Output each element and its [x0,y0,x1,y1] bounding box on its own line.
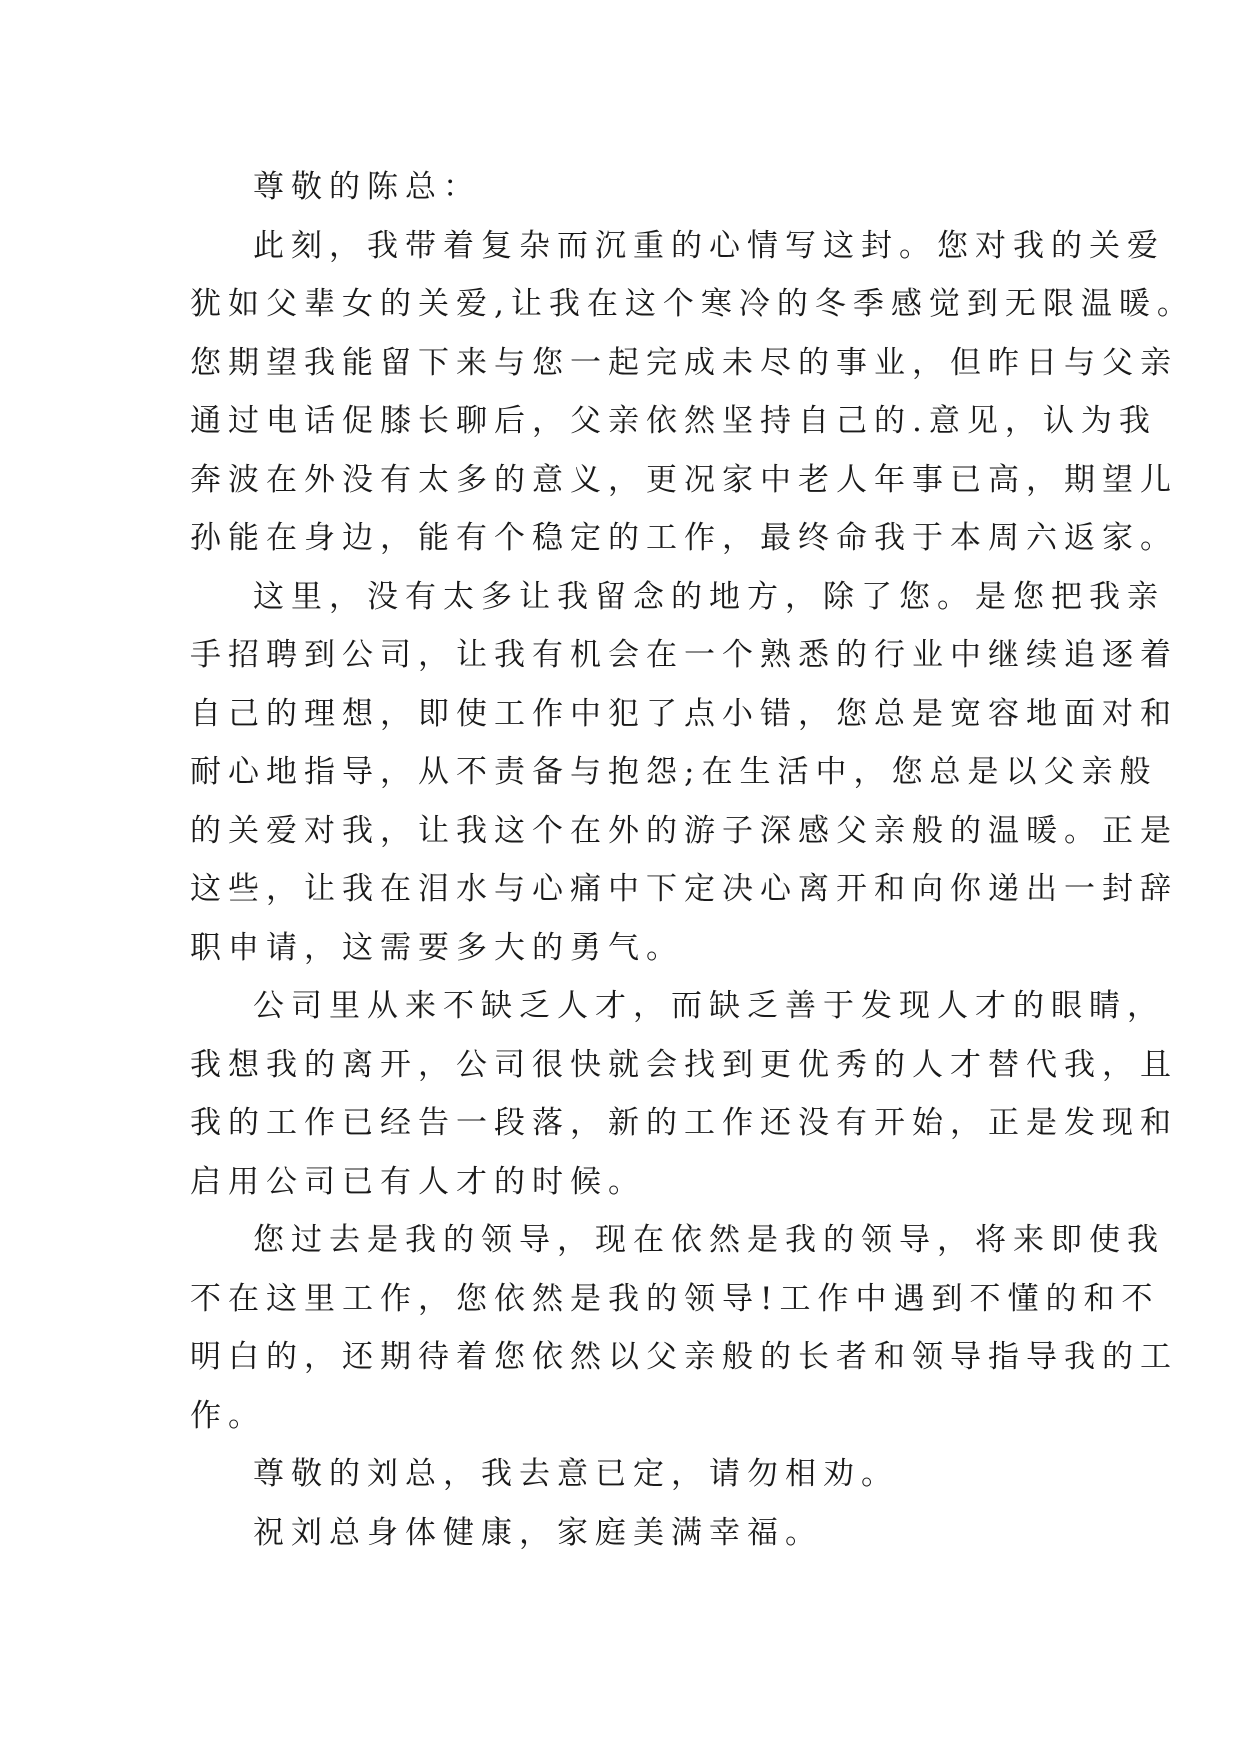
paragraph-line: 职申请，这需要多大的勇气。 [190,929,684,966]
paragraph-line: 此刻，我带着复杂而沉重的心情写这封。您对我的关爱 [253,227,1165,264]
paragraph-line: 我想我的离开，公司很快就会找到更优秀的人才替代我，且 [190,1046,1178,1083]
paragraph-line: 这里，没有太多让我留念的地方，除了您。是您把我亲 [253,578,1165,615]
paragraph-line: 手招聘到公司，让我有机会在一个熟悉的行业中继续追逐着 [190,637,1178,673]
paragraph-line: 公司里从来不缺乏人才，而缺乏善于发现人才的眼睛， [253,988,1165,1024]
paragraph-line: 犹如父辈女的关爱,让我在这个寒冷的冬季感觉到无限温暖。 [190,286,1195,322]
paragraph-line: 我的工作已经告一段落，新的工作还没有开始，正是发现和 [190,1105,1178,1141]
closing-line: 尊敬的刘总，我去意已定，请勿相劝。 [253,1456,899,1492]
paragraph-line: 的关爱对我，让我这个在外的游子深感父亲般的温暖。正是 [190,812,1178,849]
paragraph-line: 孙能在身边，能有个稳定的工作，最终命我于本周六返家。 [190,520,1178,556]
paragraph-line: 您期望我能留下来与您一起完成未尽的事业，但昨日与父亲 [190,344,1178,381]
paragraph-line: 这些，让我在泪水与心痛中下定决心离开和向你递出一封辞 [190,871,1178,907]
salutation: 尊敬的陈总： [253,169,481,205]
paragraph-line: 通过电话促膝长聊后，父亲依然坚持自己的.意见，认为我 [190,403,1157,439]
closing-wish: 祝刘总身体健康，家庭美满幸福。 [253,1514,823,1551]
letter-body [190,158,1195,1562]
paragraph-line: 作。 [190,1397,266,1434]
paragraph-line: 自己的理想，即使工作中犯了点小错，您总是宽容地面对和 [190,695,1178,732]
paragraph-line: 启用公司已有人才的时候。 [190,1163,646,1200]
paragraph-line: 奔波在外没有太多的意义，更况家中老人年事已高，期望儿 [190,461,1178,498]
paragraph-line: 明白的，还期待着您依然以父亲般的长者和领导指导我的工 [190,1339,1178,1375]
paragraph-line: 您过去是我的领导，现在依然是我的领导，将来即使我 [253,1222,1165,1258]
paragraph-line: 不在这里工作，您依然是我的领导!工作中遇到不懂的和不 [190,1280,1160,1317]
paragraph-line: 耐心地指导，从不责备与抱怨;在生活中，您总是以父亲般 [190,754,1158,790]
